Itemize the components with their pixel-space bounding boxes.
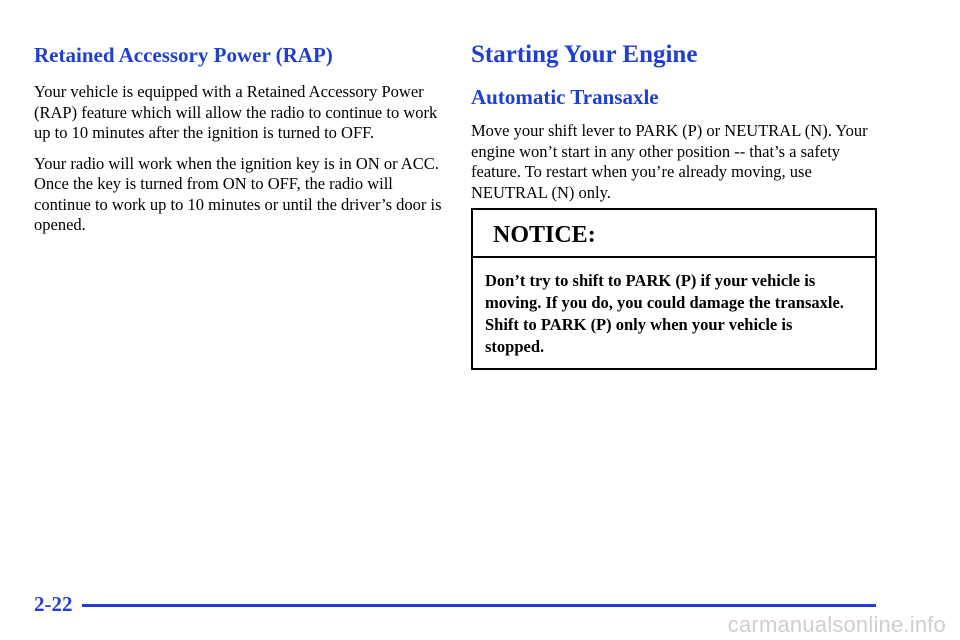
notice-title: NOTICE: [473,210,875,258]
footer-rule [82,604,876,607]
rap-heading: Retained Accessory Power (RAP) [34,43,333,67]
transaxle-paragraph: Move your shift lever to PARK (P) or NEUTRAL (N). Your engine won’t start in any other position -- that’s a safety feature. To restart when you’re already moving, use NEUTRAL (N) only. [471,121,868,202]
watermark: carmanualsonline.info [727,612,946,637]
notice-box [471,208,877,370]
automatic-transaxle-subheading: Automatic Transaxle [471,85,659,109]
rap-paragraph-2: Your radio will work when the ignition key is in ON or ACC. Once the key is turned from ON to OFF, the radio will continue to work up to 10 minutes or until the driver’s door is opened. [34,153,442,234]
right-column [471,40,881,213]
rap-paragraph-1: Your vehicle is equipped with a Retained Accessory Power (RAP) feature which will allow the radio to continue to work up to 10 minutes after the ignition is turned to OFF. [34,82,438,142]
left-column [34,40,442,246]
starting-engine-heading: Starting Your Engine [471,41,698,68]
notice-body: Don’t try to shift to PARK (P) if your vehicle is moving. If you do, you could damage the transaxle. Shift to PARK (P) only when your vehicle is stopped. [485,271,844,356]
page-number: 2-22 [34,592,73,616]
